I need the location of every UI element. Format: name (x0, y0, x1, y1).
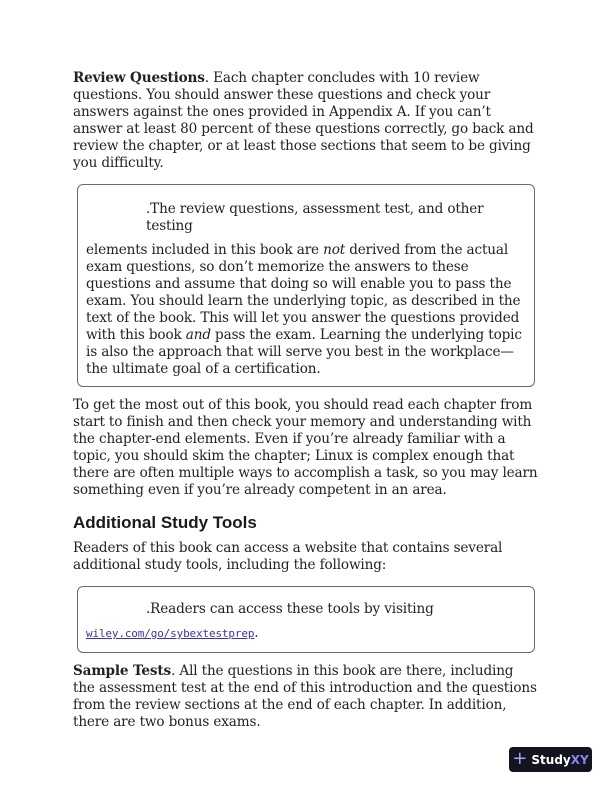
tools-box-link-line (86, 625, 526, 642)
badge-brand-accent: XY (570, 752, 589, 767)
tools-box-link-suffix: . (254, 625, 259, 641)
review-questions-text: Each chapter concludes with 10 review questions. You should answer these questions and check your answers against the ones provided in Appendix A. If you can’t answer at least 80 percent of these questions correctly, go back and review the chapter, or at least those sections that seem to be giving you difficulty. (73, 70, 534, 171)
sample-tests-paragraph (73, 663, 539, 731)
note-box-body-pre: elements included in this book are (86, 242, 324, 258)
tools-box (77, 586, 535, 653)
sample-tests-text: All the questions in this book are there, including the assessment test at the end of this introduction and the questions from the review sections at the end of each chapter. In addition, there are two bonus exams. (73, 663, 537, 730)
review-questions-paragraph (73, 70, 539, 172)
review-questions-lead-punct: . (204, 70, 209, 86)
sample-tests-lead-punct: . (171, 663, 176, 679)
studyxy-badge[interactable] (509, 747, 592, 772)
section-heading: Additional Study Tools (73, 513, 257, 532)
study-tools-intro: Readers of this book can access a website that contains several additional study tools, including the following: (73, 540, 503, 573)
sybextestprep-link[interactable]: wiley.com/go/sybextestprep (86, 627, 255, 640)
review-questions-lead: Review Questions (73, 70, 205, 86)
badge-brand-main: Study (531, 752, 571, 767)
note-box-emphasis-not: not (323, 242, 346, 258)
note-box-body-mid: derived from the actual exam questions, so don’t memorize the answers to these questions and assume that doing so will enable you to pass the exam. You should learn the underlying topic, as described in the text of the book. This will let you answer the questions provided with this book (86, 242, 521, 343)
badge-brand (531, 753, 588, 767)
note-box (77, 184, 535, 387)
tools-box-first-line: .Readers can access these tools by visiting (146, 601, 434, 617)
document-page (73, 70, 539, 731)
note-box-body-post: pass the exam. Learning the underlying topic is also the approach that will serve you best in the workplace—the ultimate goal of a certification. (86, 327, 522, 377)
get-most-paragraph: To get the most out of this book, you should read each chapter from start to finish and then check your memory and understanding with the chapter-end elements. Even if you’re already familiar with a topic, you should skim the chapter; Linux is complex enough that there are often multiple ways to accomplish a task, so you may learn something even if you’re already competent in an area. (73, 397, 538, 498)
note-box-body (86, 242, 526, 378)
sample-tests-lead: Sample Tests (73, 663, 172, 679)
note-box-emphasis-and: and (185, 327, 211, 343)
note-box-first-line: .The review questions, assessment test, and other testing (146, 201, 484, 234)
plus-icon: + (512, 747, 528, 769)
